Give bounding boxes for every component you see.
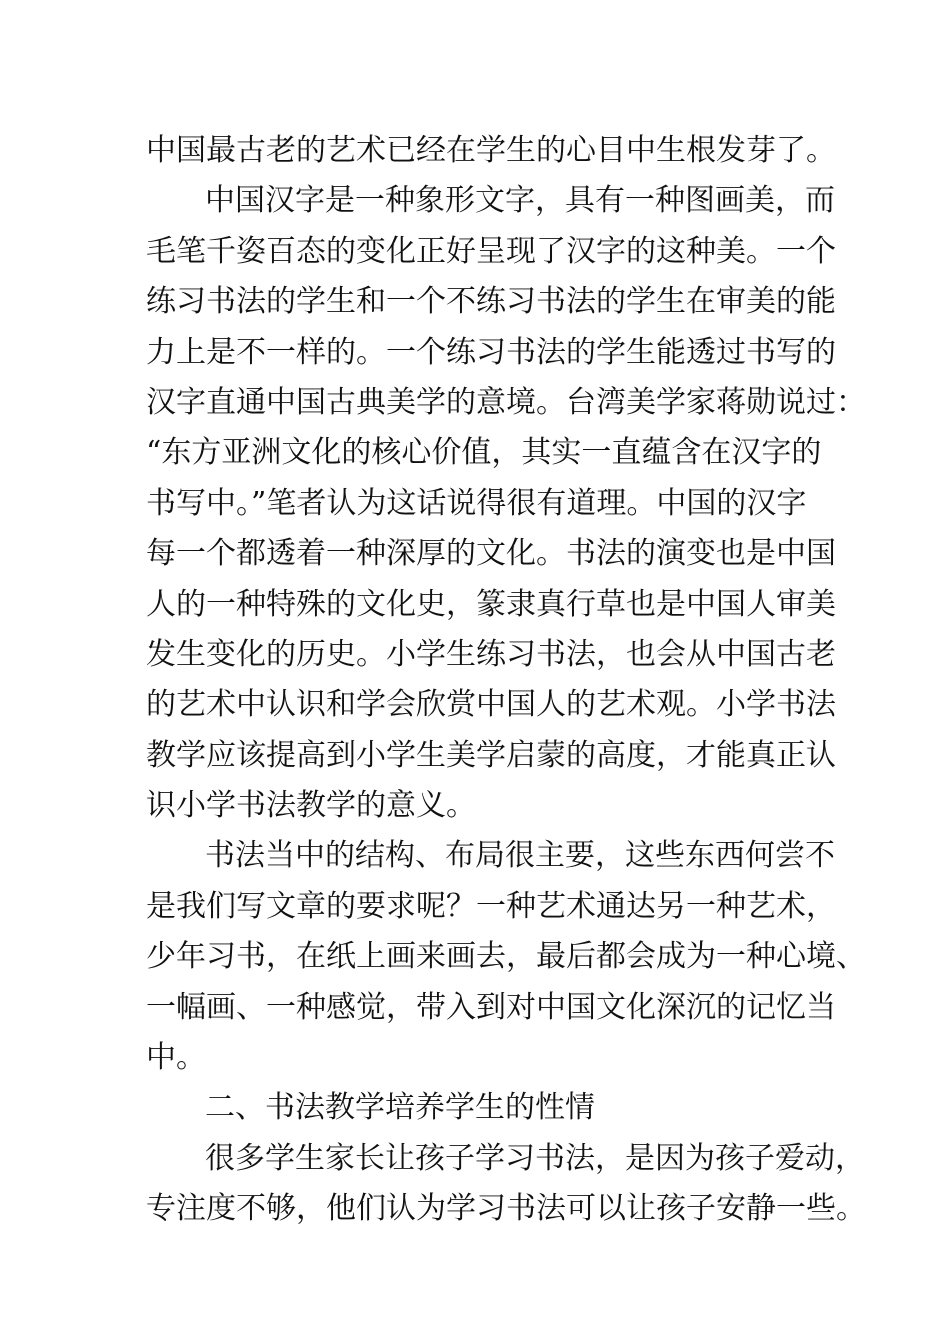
text-line: 汉字直通中国古典美学的意境。台湾美学家蒋勋说过： [146, 384, 866, 420]
text-line: 练习书法的学生和一个不练习书法的学生在审美的能 [146, 284, 836, 320]
text-line: 发生变化的历史。小学生练习书法，也会从中国古老 [146, 636, 836, 672]
text-line: 是我们写文章的要求呢？一种艺术通达另一种艺术， [146, 888, 836, 924]
text-line: 人的一种特殊的文化史，篆隶真行草也是中国人审美 [146, 586, 836, 622]
body-text [146, 126, 866, 1235]
paragraph-first-line: 书法当中的结构、布局很主要，这些东西何尝不 [205, 838, 835, 874]
text-line: 毛笔千姿百态的变化正好呈现了汉字的这种美。一个 [146, 233, 836, 269]
text-line: 少年习书，在纸上画来画去，最后都会成为一种心境、 [146, 939, 866, 975]
text-line: 力上是不一样的。一个练习书法的学生能透过书写的 [146, 334, 836, 370]
text-line: 的艺术中认识和学会欣赏中国人的艺术观。小学书法 [146, 687, 836, 723]
paragraph-first-line: 很多学生家长让孩子学习书法，是因为孩子爱动， [205, 1140, 865, 1176]
text-line: 教学应该提高到小学生美学启蒙的高度，才能真正认 [146, 737, 836, 773]
text-line: 每一个都透着一种深厚的文化。书法的演变也是中国 [146, 536, 836, 572]
paragraph-first-line: 中国汉字是一种象形文字，具有一种图画美，而 [205, 183, 835, 219]
text-line: 中国最古老的艺术已经在学生的心目中生根发芽了。 [146, 133, 836, 168]
text-line: 专注度不够，他们认为学习书法可以让孩子安静一些。 [146, 1191, 866, 1227]
paragraph-first-line: 二、书法教学培养学生的性情 [205, 1090, 595, 1126]
text-line: 识小学书法教学的意义。 [146, 788, 476, 824]
text-line: 中。 [146, 1040, 206, 1076]
text-line: 书写中。”笔者认为这话说得很有道理。中国的汉字 [146, 485, 807, 521]
text-line: “东方亚洲文化的核心价值，其实一直蕴含在汉字的 [146, 435, 822, 471]
text-line: 一幅画、一种感觉，带入到对中国文化深沉的记忆当 [146, 989, 836, 1025]
